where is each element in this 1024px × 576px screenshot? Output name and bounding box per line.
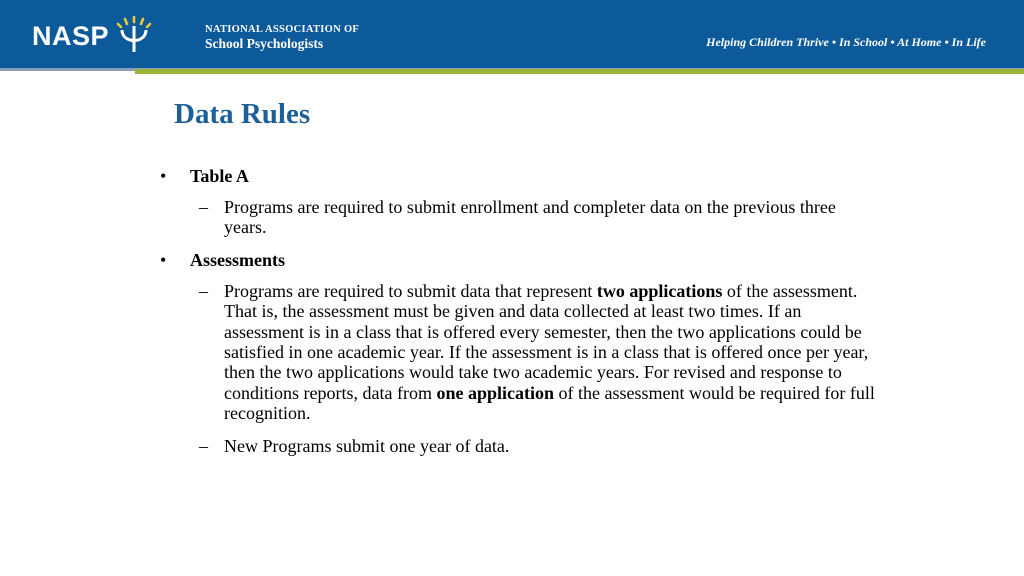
- org-name-line1: NATIONAL ASSOCIATION OF: [205, 24, 360, 35]
- emphasis-text: two applications: [596, 280, 723, 301]
- body-text: Programs are required to submit enrollment and completer data on the previous three years.: [224, 197, 836, 238]
- psi-sunburst-icon: [111, 14, 157, 54]
- bullet-glyph: •: [160, 166, 167, 186]
- dash-glyph: –: [199, 280, 208, 301]
- bullet-item-level2: [199, 197, 878, 238]
- body-text: New Programs submit one year of data.: [224, 435, 510, 456]
- bullet-item-level2: [199, 435, 878, 456]
- logo-text: NASP: [32, 21, 110, 51]
- bullet-glyph: •: [160, 249, 167, 270]
- bullet-item-level1: [158, 250, 878, 271]
- body-text: of the assessment would be required for full recognition.: [224, 382, 875, 424]
- bullet-item-level2: [199, 280, 878, 424]
- tagline: Helping Children Thrive • In School • At Home • In Life: [706, 35, 986, 49]
- dash-glyph: –: [199, 197, 208, 217]
- slide-content: [158, 166, 878, 468]
- nasp-logo: [32, 18, 157, 54]
- bullet-item-level1: [158, 166, 878, 187]
- bullet-heading: Table A: [190, 166, 249, 186]
- slide-title: Data Rules: [174, 98, 311, 130]
- dash-glyph: –: [199, 435, 208, 456]
- header-stripe-green: [135, 69, 1024, 74]
- body-text: of the assessment. That is, the assessment must be given and data collected at least two times. If an assessment is in a class that is offered every semester, then the two applications could be satisfied in one academic year. If the assessment is in a class that is offered once per year, then the two applications would take two academic years. For revised and response to conditions reports, data from: [224, 280, 869, 403]
- body-text: Programs are required to submit data that represent: [224, 280, 597, 301]
- bullet-heading: Assessments: [190, 249, 286, 270]
- emphasis-text: one application: [436, 382, 554, 403]
- org-name: [205, 23, 359, 51]
- org-name-line2: School Psychologists: [205, 36, 324, 51]
